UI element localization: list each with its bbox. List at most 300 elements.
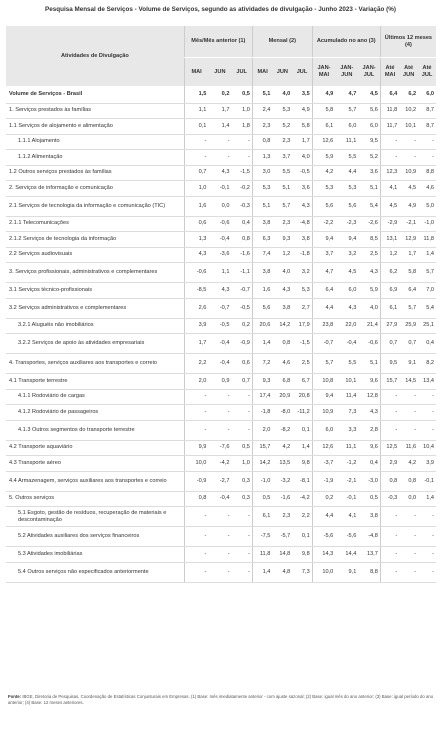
value-cell: 0,3: [231, 491, 252, 507]
value-cell: 11,6: [399, 440, 418, 456]
value-cell: 0,8: [252, 134, 272, 150]
value-cell: -: [208, 527, 231, 547]
value-cell: 0,3: [231, 471, 252, 491]
value-cell: 17,9: [292, 318, 312, 334]
value-cell: -1,0: [252, 471, 272, 491]
value-cell: -3,7: [312, 456, 335, 472]
value-cell: -: [380, 527, 399, 547]
value-cell: 5,4: [418, 298, 436, 318]
value-cell: 6,7: [292, 374, 312, 390]
value-cell: 6,0: [418, 86, 436, 103]
value-cell: 11,4: [335, 389, 358, 405]
table-row: [6, 456, 436, 472]
value-cell: 4,3: [208, 283, 231, 299]
value-cell: 2,2: [184, 354, 208, 374]
value-cell: -: [399, 134, 418, 150]
value-cell: 11,8: [380, 103, 399, 119]
value-cell: -: [231, 389, 252, 405]
value-cell: -2,1: [399, 216, 418, 232]
table-row: [6, 374, 436, 390]
value-cell: -: [418, 420, 436, 440]
value-cell: -2,2: [312, 216, 335, 232]
value-cell: 6,2: [380, 263, 399, 283]
value-cell: 5,1: [252, 196, 272, 216]
value-cell: -0,3: [380, 491, 399, 507]
value-cell: 9,4: [335, 232, 358, 248]
value-cell: 0,0: [208, 196, 231, 216]
value-cell: 1,1: [208, 263, 231, 283]
value-cell: 3,2: [335, 247, 358, 263]
table-row: [6, 527, 436, 547]
row-label: 5.2 Atividades auxiliares dos serviços financeiros: [6, 527, 184, 547]
value-cell: -0,1: [208, 181, 231, 197]
value-cell: 9,1: [399, 354, 418, 374]
value-cell: 25,9: [399, 318, 418, 334]
value-cell: -: [418, 547, 436, 563]
value-cell: 2,2: [292, 507, 312, 527]
value-cell: 5,6: [252, 298, 272, 318]
value-cell: 4,0: [272, 86, 292, 103]
row-label: 4.1 Transporte terrestre: [6, 374, 184, 390]
value-cell: 10,2: [399, 103, 418, 119]
value-cell: 0,4: [358, 456, 380, 472]
value-cell: -0,7: [208, 298, 231, 318]
value-cell: -: [184, 547, 208, 563]
table-row: [6, 507, 436, 527]
value-cell: -: [399, 547, 418, 563]
value-cell: -1,0: [418, 216, 436, 232]
value-cell: 10,1: [335, 374, 358, 390]
row-label: 1.1.2 Alimentação: [6, 150, 184, 166]
value-cell: 1,4: [418, 247, 436, 263]
value-cell: 1,4: [252, 334, 272, 354]
value-cell: -: [208, 405, 231, 421]
value-cell: 2,7: [292, 298, 312, 318]
value-cell: 12,3: [380, 165, 399, 181]
page-title: Pesquisa Mensal de Serviços - Volume de Serviços, segundo as atividades de divulgação - Junho 2023 - Variação (%): [45, 6, 396, 13]
value-cell: 5,5: [272, 165, 292, 181]
value-cell: 1,6: [252, 283, 272, 299]
table-row: [6, 263, 436, 283]
table-row: [6, 318, 436, 334]
value-cell: -1,1: [231, 263, 252, 283]
value-cell: -: [399, 527, 418, 547]
value-cell: 6,3: [252, 232, 272, 248]
value-cell: -0,2: [231, 181, 252, 197]
value-cell: -0,1: [418, 471, 436, 491]
value-cell: 6,0: [312, 420, 335, 440]
value-cell: 3,8: [292, 232, 312, 248]
value-cell: 0,8: [399, 471, 418, 491]
value-cell: 1,8: [231, 119, 252, 135]
value-cell: -2,6: [358, 216, 380, 232]
value-cell: -3,0: [358, 471, 380, 491]
value-cell: 1,3: [184, 232, 208, 248]
row-label: 4.1.3 Outros segmentos do transporte terrestre: [6, 420, 184, 440]
value-cell: -4,8: [292, 216, 312, 232]
value-cell: -0,5: [292, 165, 312, 181]
value-cell: 4,4: [312, 507, 335, 527]
value-cell: 4,4: [312, 298, 335, 318]
row-label: 4.2 Transporte aquaviário: [6, 440, 184, 456]
value-cell: -: [399, 405, 418, 421]
value-cell: -0,9: [184, 471, 208, 491]
value-cell: 23,8: [312, 318, 335, 334]
table-row: [6, 165, 436, 181]
value-cell: 0,8: [380, 471, 399, 491]
value-cell: -0,5: [231, 298, 252, 318]
value-cell: 9,3: [272, 232, 292, 248]
value-cell: -3,6: [208, 247, 231, 263]
value-cell: -: [380, 547, 399, 563]
value-cell: -0,4: [208, 232, 231, 248]
value-cell: 7,3: [335, 405, 358, 421]
value-cell: 1,7: [292, 134, 312, 150]
value-cell: 6,1: [380, 298, 399, 318]
table-row: [6, 354, 436, 374]
value-cell: 0,4: [231, 216, 252, 232]
value-cell: 1,4: [208, 119, 231, 135]
value-cell: 11,1: [335, 134, 358, 150]
value-cell: 4,0: [292, 150, 312, 166]
table-row: [6, 216, 436, 232]
value-cell: 27,9: [380, 318, 399, 334]
value-cell: 1,7: [184, 334, 208, 354]
value-cell: 5,6: [335, 196, 358, 216]
value-cell: 20,8: [292, 389, 312, 405]
table-row: [6, 247, 436, 263]
value-cell: -: [208, 562, 231, 582]
value-cell: 1,3: [252, 150, 272, 166]
value-cell: -0,5: [208, 318, 231, 334]
value-cell: -: [208, 150, 231, 166]
value-cell: 1,0: [184, 181, 208, 197]
value-cell: 10,0: [312, 562, 335, 582]
value-cell: 5,9: [312, 150, 335, 166]
subcol-header: MAI: [184, 58, 208, 87]
value-cell: 3,7: [272, 150, 292, 166]
value-cell: 2,3: [272, 216, 292, 232]
value-cell: 4,2: [312, 165, 335, 181]
value-cell: 6,8: [272, 374, 292, 390]
value-cell: 4,4: [335, 165, 358, 181]
value-cell: 8,7: [418, 119, 436, 135]
value-cell: 6,4: [399, 283, 418, 299]
value-cell: 9,6: [358, 440, 380, 456]
value-cell: 14,3: [312, 547, 335, 563]
value-cell: -5,6: [312, 527, 335, 547]
value-cell: 22,0: [335, 318, 358, 334]
value-cell: 11,7: [380, 119, 399, 135]
table-row: [6, 405, 436, 421]
value-cell: 5,1: [252, 86, 272, 103]
row-label: 3.1 Serviços técnico-profissionais: [6, 283, 184, 299]
row-label: 5.1 Esgoto, gestão de resíduos, recuperação de materiais e descontaminação: [6, 507, 184, 527]
value-cell: 5,1: [358, 354, 380, 374]
value-cell: 4,3: [292, 196, 312, 216]
value-cell: 4,9: [312, 86, 335, 103]
value-cell: -: [380, 389, 399, 405]
value-cell: -: [208, 134, 231, 150]
value-cell: 3,2: [292, 263, 312, 283]
value-cell: -1,2: [335, 456, 358, 472]
value-cell: -3,2: [272, 471, 292, 491]
value-cell: -7,5: [252, 527, 272, 547]
value-cell: 3,5: [292, 86, 312, 103]
subcol-header: MAI: [252, 58, 272, 87]
value-cell: 5,9: [358, 283, 380, 299]
value-cell: -8,1: [292, 471, 312, 491]
value-cell: 13,7: [358, 547, 380, 563]
value-cell: 5,8: [292, 119, 312, 135]
value-cell: 3,8: [252, 216, 272, 232]
value-cell: -: [418, 562, 436, 582]
value-cell: -: [231, 527, 252, 547]
value-cell: 5,2: [272, 119, 292, 135]
value-cell: -2,1: [335, 471, 358, 491]
value-cell: 4,7: [312, 263, 335, 283]
value-cell: -8,2: [272, 420, 292, 440]
value-cell: 1,4: [292, 440, 312, 456]
value-cell: -1,5: [292, 334, 312, 354]
table-row: [6, 86, 436, 103]
value-cell: 3,6: [292, 181, 312, 197]
value-cell: -0,9: [231, 334, 252, 354]
group-header-month-over-month: Mês/Mês anterior (1): [184, 26, 252, 58]
value-cell: 0,7: [399, 334, 418, 354]
value-cell: 0,5: [231, 440, 252, 456]
value-cell: 2,3: [272, 507, 292, 527]
table-row: [6, 420, 436, 440]
value-cell: 13,5: [272, 456, 292, 472]
row-label: 4.3 Transporte aéreo: [6, 456, 184, 472]
value-cell: 1,2: [380, 247, 399, 263]
value-cell: 4,3: [335, 298, 358, 318]
value-cell: 15,7: [252, 440, 272, 456]
row-label: 1.1.1 Alojamento: [6, 134, 184, 150]
value-cell: -0,4: [208, 491, 231, 507]
value-cell: 9,9: [184, 440, 208, 456]
value-cell: -11,2: [292, 405, 312, 421]
value-cell: -5,7: [272, 527, 292, 547]
value-cell: -4,2: [208, 456, 231, 472]
value-cell: 12,9: [399, 232, 418, 248]
table-row: [6, 181, 436, 197]
value-cell: 4,5: [335, 263, 358, 283]
value-cell: -: [184, 507, 208, 527]
row-label: 2.1.1 Telecomunicações: [6, 216, 184, 232]
value-cell: 0,8: [231, 232, 252, 248]
value-cell: 6,0: [335, 283, 358, 299]
value-cell: -: [418, 405, 436, 421]
value-cell: 20,6: [252, 318, 272, 334]
value-cell: 0,2: [231, 318, 252, 334]
value-cell: 6,4: [312, 283, 335, 299]
footnote-text: IBGE, Diretoria de Pesquisas, Coordenação de Estatísticas Conjunturais em Empresas. (1) Base: mês imediatamente anterior - com ajuste sazonal; (2) Base: igual mês do ano anterior; (3) Base: igual período do ano anterior; (4) Base: 12 meses anteriores.: [8, 694, 434, 705]
value-cell: 6,1: [252, 507, 272, 527]
value-cell: -: [231, 405, 252, 421]
value-cell: 1,0: [231, 103, 252, 119]
value-cell: 3,3: [335, 420, 358, 440]
value-cell: -: [399, 507, 418, 527]
value-cell: 6,4: [380, 86, 399, 103]
subcol-header: JUL: [231, 58, 252, 87]
value-cell: 14,4: [335, 547, 358, 563]
value-cell: 9,8: [292, 547, 312, 563]
value-cell: 9,4: [312, 389, 335, 405]
value-cell: 4,0: [358, 298, 380, 318]
row-label: 3.2 Serviços administrativos e complementares: [6, 298, 184, 318]
value-cell: 2,0: [252, 420, 272, 440]
table-row: [6, 471, 436, 491]
value-cell: 0,7: [380, 334, 399, 354]
value-cell: 4,6: [418, 181, 436, 197]
row-label: 2.2 Serviços audiovisuais: [6, 247, 184, 263]
value-cell: -: [380, 134, 399, 150]
value-cell: 10,8: [312, 374, 335, 390]
value-cell: 14,5: [399, 374, 418, 390]
value-cell: 5,5: [335, 354, 358, 374]
value-cell: 0,4: [418, 334, 436, 354]
value-cell: -1,8: [252, 405, 272, 421]
value-cell: 4,3: [358, 405, 380, 421]
value-cell: 4,1: [380, 181, 399, 197]
value-cell: -: [184, 150, 208, 166]
value-cell: 12,8: [358, 389, 380, 405]
row-label: 5. Outros serviços: [6, 491, 184, 507]
value-cell: -0,6: [358, 334, 380, 354]
value-cell: -: [231, 420, 252, 440]
value-cell: -: [399, 562, 418, 582]
row-label: 3. Serviços profissionais, administrativos e complementares: [6, 263, 184, 283]
value-cell: -: [380, 507, 399, 527]
value-cell: 9,3: [252, 374, 272, 390]
value-cell: 1,7: [399, 247, 418, 263]
value-cell: -: [184, 389, 208, 405]
source-footnote: [8, 694, 434, 706]
value-cell: 5,3: [272, 103, 292, 119]
subcol-header: Até JUL: [418, 58, 436, 87]
row-label: 2. Serviços de informação e comunicação: [6, 181, 184, 197]
value-cell: 15,7: [380, 374, 399, 390]
value-cell: 17,4: [252, 389, 272, 405]
value-cell: -: [418, 507, 436, 527]
value-cell: -: [184, 420, 208, 440]
value-cell: 6,0: [335, 119, 358, 135]
subcol-header: JAN-MAI: [312, 58, 335, 87]
value-cell: 0,1: [292, 527, 312, 547]
value-cell: 2,0: [184, 374, 208, 390]
value-cell: 0,5: [231, 86, 252, 103]
value-cell: -2,9: [380, 216, 399, 232]
value-cell: 4,3: [208, 165, 231, 181]
value-cell: -8,5: [184, 283, 208, 299]
row-label: 1.1 Serviços de alojamento e alimentação: [6, 119, 184, 135]
table-row: [6, 134, 436, 150]
value-cell: -: [231, 507, 252, 527]
value-cell: -: [184, 134, 208, 150]
value-cell: -8,0: [272, 405, 292, 421]
value-cell: 7,4: [252, 247, 272, 263]
value-cell: 3,9: [418, 456, 436, 472]
value-cell: -: [208, 389, 231, 405]
value-cell: -: [418, 150, 436, 166]
value-cell: 12,5: [380, 440, 399, 456]
row-label: 1.2 Outros serviços prestados às famílias: [6, 165, 184, 181]
value-cell: 5,1: [358, 181, 380, 197]
value-cell: -: [184, 405, 208, 421]
value-cell: 5,6: [312, 196, 335, 216]
row-label: Volume de Serviços - Brasil: [6, 86, 184, 103]
value-cell: 11,8: [252, 547, 272, 563]
value-cell: 0,5: [252, 491, 272, 507]
value-cell: -1,6: [231, 247, 252, 263]
value-cell: 3,8: [252, 263, 272, 283]
value-cell: 5,5: [335, 150, 358, 166]
value-cell: 5,3: [252, 181, 272, 197]
value-cell: -0,7: [231, 283, 252, 299]
value-cell: 5,4: [358, 196, 380, 216]
value-cell: 3,8: [358, 507, 380, 527]
value-cell: 3,9: [184, 318, 208, 334]
value-cell: 12,6: [312, 440, 335, 456]
value-cell: 9,8: [292, 456, 312, 472]
table-row: [6, 196, 436, 216]
value-cell: -0,4: [208, 354, 231, 374]
value-cell: 6,1: [312, 119, 335, 135]
value-cell: 10,9: [312, 405, 335, 421]
value-cell: 4,3: [272, 283, 292, 299]
value-cell: 10,0: [184, 456, 208, 472]
value-cell: 2,6: [184, 298, 208, 318]
value-cell: 9,6: [358, 374, 380, 390]
value-cell: 2,5: [358, 247, 380, 263]
value-cell: 3,6: [358, 165, 380, 181]
value-cell: 10,4: [418, 440, 436, 456]
value-cell: 5,7: [418, 263, 436, 283]
value-cell: -0,7: [312, 334, 335, 354]
table-row: [6, 298, 436, 318]
value-cell: -: [184, 562, 208, 582]
value-cell: 0,2: [312, 491, 335, 507]
value-cell: -1,9: [312, 471, 335, 491]
value-cell: -: [418, 389, 436, 405]
table-row: [6, 491, 436, 507]
footnote-label: Fonte:: [8, 694, 22, 699]
value-cell: 4,9: [292, 103, 312, 119]
row-label: 1. Serviços prestados às famílias: [6, 103, 184, 119]
value-cell: 2,9: [380, 456, 399, 472]
row-label: 2.1 Serviços de tecnologia da informação e comunicação (TIC): [6, 196, 184, 216]
value-cell: 5,8: [312, 103, 335, 119]
group-header-year-to-date: Acumulado no ano (3): [312, 26, 380, 58]
value-cell: 8,8: [418, 165, 436, 181]
value-cell: 0,8: [184, 491, 208, 507]
value-cell: 4,2: [399, 456, 418, 472]
row-label: 4. Transportes, serviços auxiliares aos transportes e correio: [6, 354, 184, 374]
value-cell: 0,7: [184, 165, 208, 181]
value-cell: -: [208, 507, 231, 527]
value-cell: -7,6: [208, 440, 231, 456]
value-cell: -: [418, 527, 436, 547]
value-cell: -: [208, 547, 231, 563]
value-cell: 1,0: [231, 456, 252, 472]
value-cell: -0,1: [335, 491, 358, 507]
row-label: 4.1.2 Rodoviário de passageiros: [6, 405, 184, 421]
value-cell: 0,2: [208, 86, 231, 103]
value-cell: -0,6: [208, 216, 231, 232]
value-cell: 14,2: [272, 318, 292, 334]
